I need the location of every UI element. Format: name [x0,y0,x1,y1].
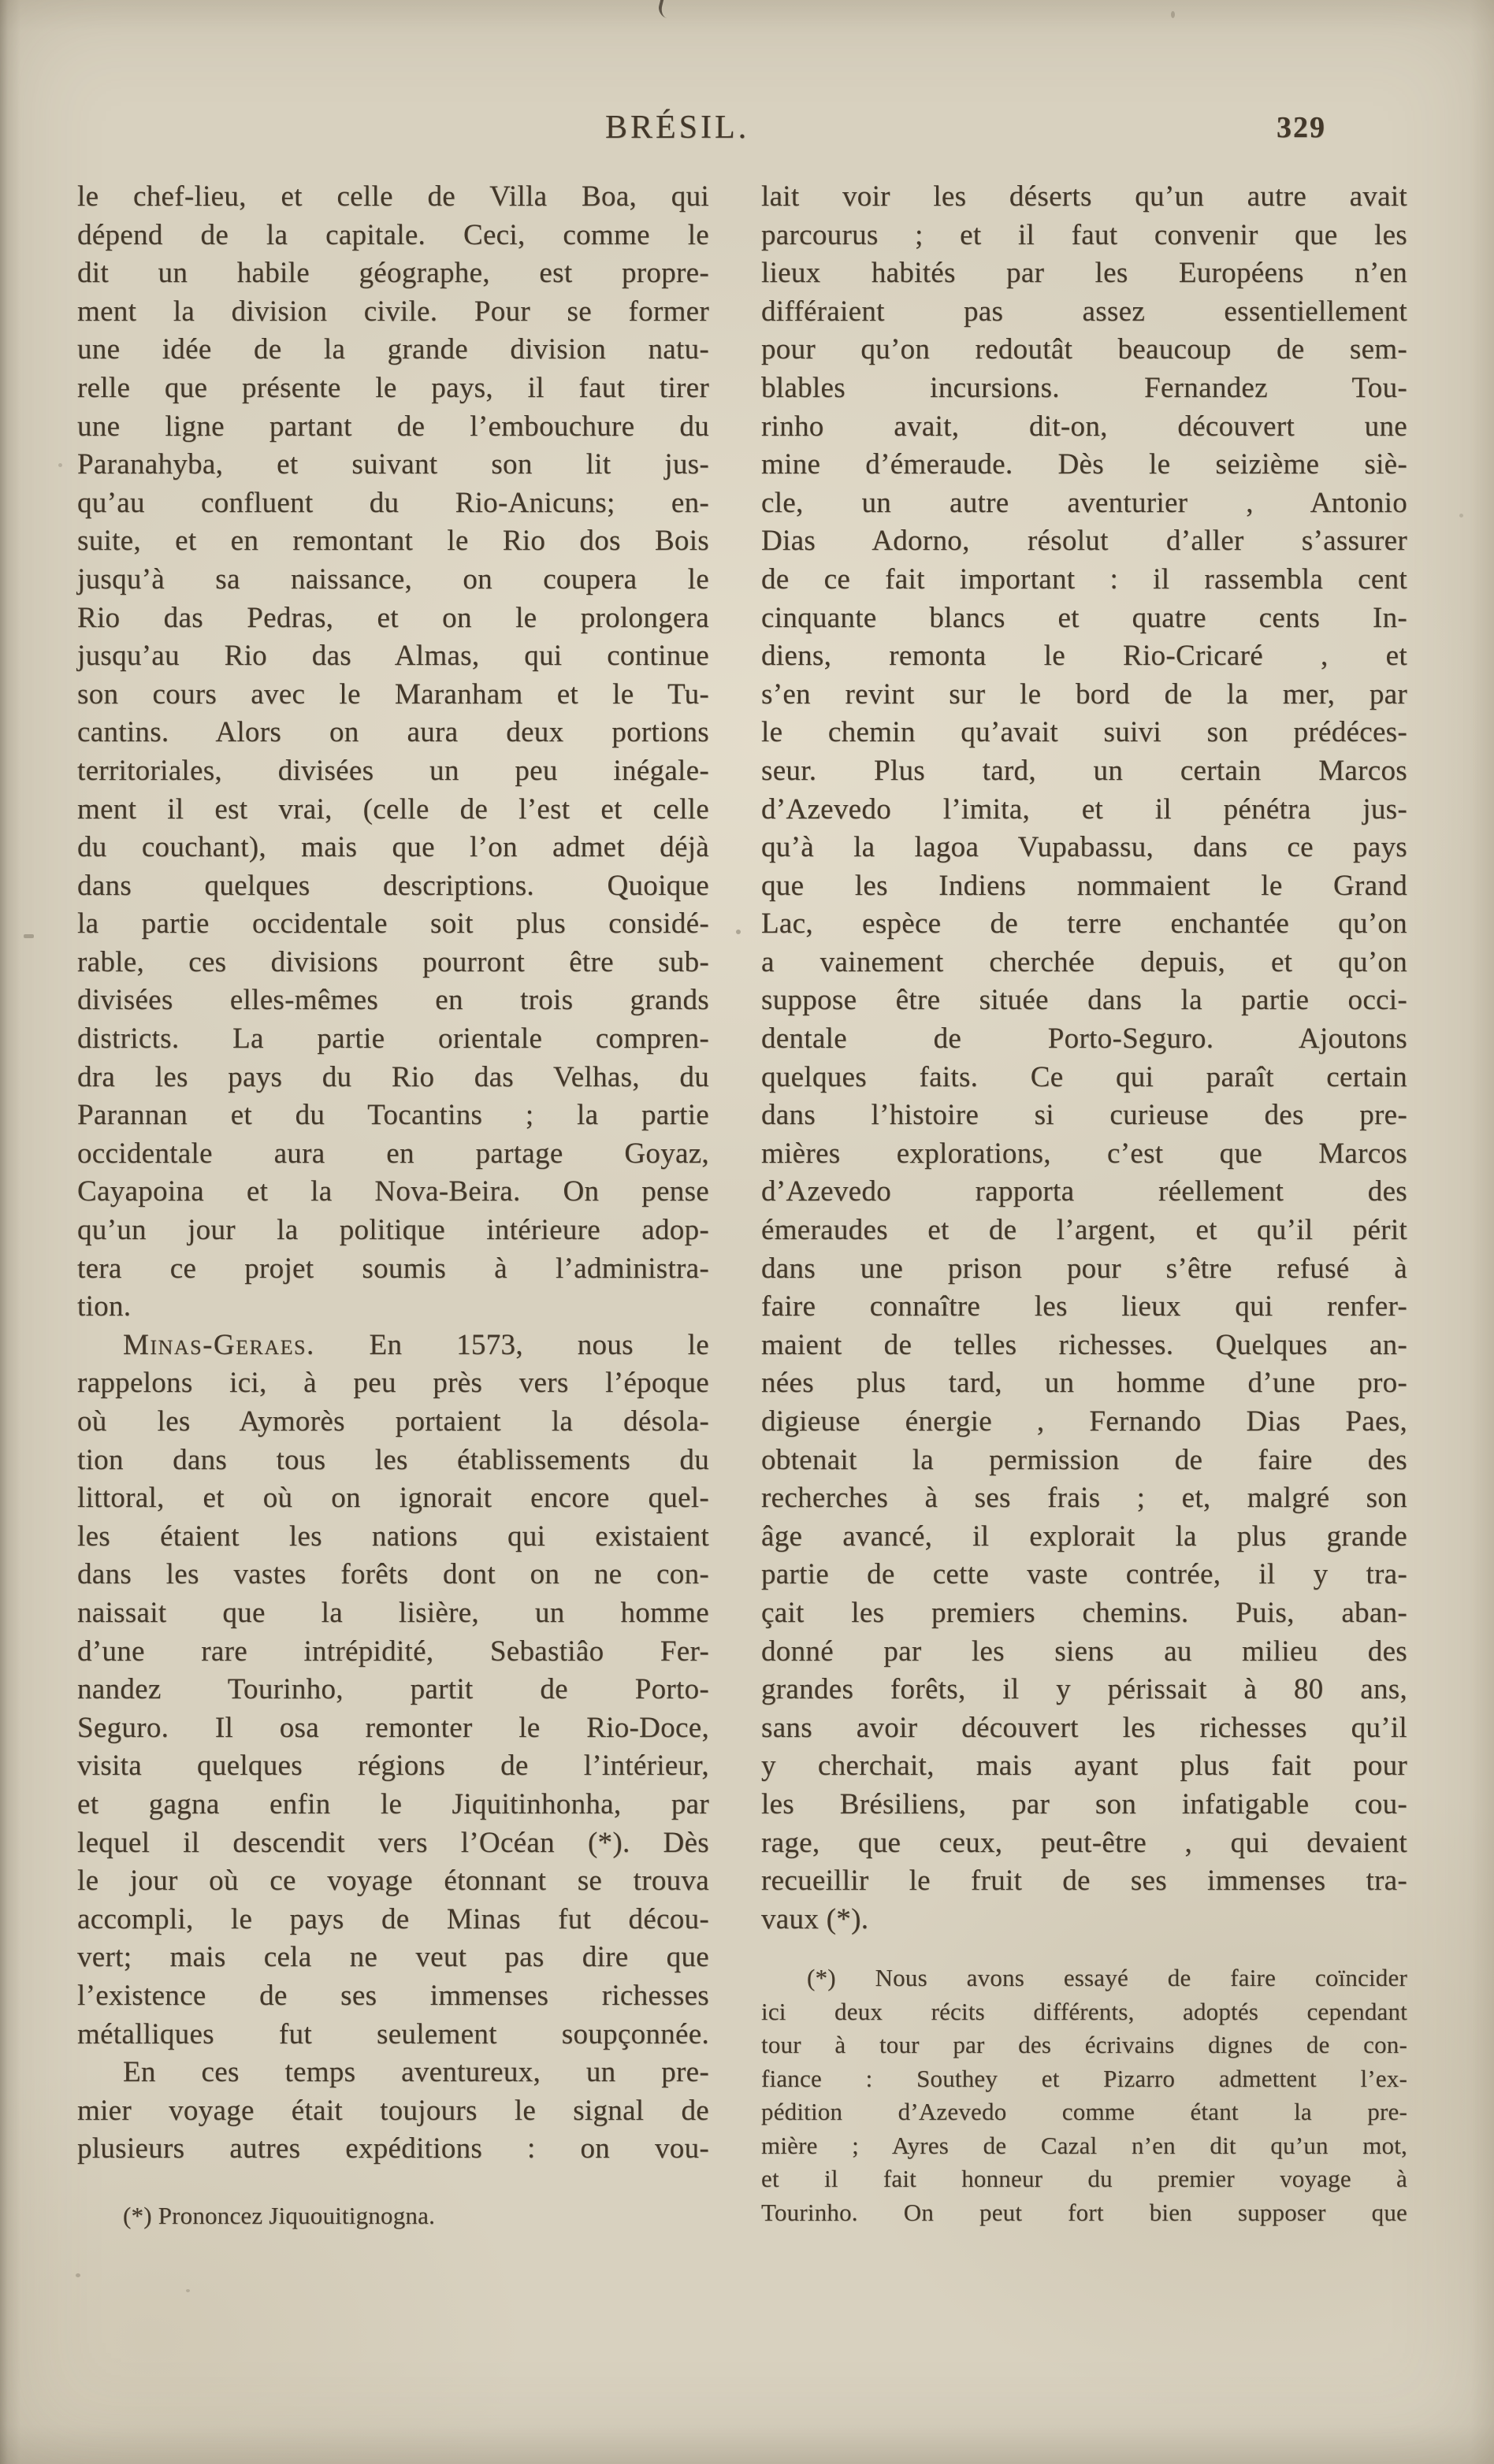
text-line: le chef-lieu, et celle de Villa Boa, qui [77,180,709,213]
text-line: Dias Adorno, résolut d’aller s’assurer [761,525,1407,558]
text-line: cantins. Alors on aura deux portions [77,716,709,749]
ink-speck [1459,514,1463,518]
text-line: rappelons ici, à peu près vers l’époque [77,1367,709,1400]
text-line: occidentale aura en partage Goyaz, [77,1137,709,1170]
text-line: le chemin qu’avait suivi son prédéces- [761,716,1407,749]
right-text-column [761,178,1407,1939]
text-line: le jour où ce voyage étonnant se trouva [77,1865,709,1898]
text-line: dra les pays du Rio das Velhas, du [77,1060,709,1093]
text-line: lieux habités par les Européens n’en [761,257,1407,290]
text-line: maient de telles richesses. Quelques an- [761,1328,1407,1361]
text-line: où les Aymorès portaient la désola- [77,1405,709,1438]
ink-speck [58,463,62,467]
text-line: mière ; Ayres de Cazal n’en dit qu’un mot, [761,2131,1407,2159]
text-line: dans quelques descriptions. Quoique [77,869,709,902]
text-line: vert; mais cela ne veut pas dire que [77,1941,709,1974]
text-line: districts. La partie orientale compren- [77,1022,709,1056]
text-line: dans l’histoire si curieuse des pre- [761,1099,1407,1132]
text-line: mine d’émeraude. Dès le seizième siè- [761,448,1407,481]
text-line: suite, et en remontant le Rio dos Bois [77,525,709,558]
text-line: pédition d’Azevedo comme étant la pre- [761,2098,1407,2125]
text-line: les Brésiliens, par son infatigable cou- [761,1787,1407,1820]
ink-speck [736,930,741,934]
text-line: d’Azevedo l’imita, et il pénétra jus- [761,792,1407,826]
text-line: âge avancé, il explorait la plus grande [761,1520,1407,1553]
text-line: relle que présente le pays, il faut tirer [77,371,709,404]
text-line: ici deux récits différents, adoptés cependant [761,1997,1407,2025]
text-line: dentale de Porto-Seguro. Ajoutons [761,1022,1407,1056]
text-line: blables incursions. Fernandez Tou- [761,371,1407,404]
text-line: dit un habile géographe, est propre- [77,257,709,290]
right-footnote [761,1961,1407,2229]
text-line: Minas-Geraes. En 1573, nous le [123,1328,709,1361]
text-line: rable, ces divisions pourront être sub- [77,945,709,978]
text-line: vaux (*). [761,1902,869,1935]
text-line: d’une rare intrépidité, Sebastiâo Fer- [77,1635,709,1668]
text-line: sans avoir découvert les richesses qu’il [761,1711,1407,1744]
running-title: BRÉSIL. [605,109,750,146]
text-line: quelques faits. Ce qui paraît certain [761,1060,1407,1093]
text-line: dans les vastes forêts dont on ne con- [77,1558,709,1591]
ink-speck [76,2273,80,2277]
text-line: visita quelques régions de l’intérieur, [77,1750,709,1783]
text-line: naissait que la lisière, un homme [77,1596,709,1629]
text-line: rinho avait, dit-on, découvert une [761,410,1407,443]
left-text-column [77,178,709,2169]
text-line: qu’à la lagoa Vupabassu, dans ce pays [761,831,1407,864]
text-line: a vainement cherchée depuis, et qu’on [761,945,1407,978]
text-line: diens, remonta le Rio-Cricaré , et [761,640,1407,673]
text-line: plusieurs autres expéditions : on vou- [77,2132,709,2165]
text-line: Lac, espèce de terre enchantée qu’on [761,907,1407,941]
text-line: son cours avec le Maranham et le Tu- [77,677,709,711]
text-line: divisées elles-mêmes en trois grands [77,984,709,1017]
text-line: une ligne partant de l’embouchure du [77,410,709,443]
text-line: cinquante blancs et quatre cents In- [761,601,1407,634]
text-line: une idée de la grande division natu- [77,333,709,366]
text-line: (*) Prononcez Jiquouitignogna. [123,2202,436,2229]
text-line: digieuse énergie , Fernando Dias Paes, [761,1405,1407,1438]
text-line: qu’au confluent du Rio-Anicuns; en- [77,486,709,519]
text-line: mier voyage était toujours le signal de [77,2094,709,2127]
text-line: ment la division civile. Pour se former [77,295,709,328]
text-line: d’Azevedo rapporta réellement des [761,1175,1407,1208]
text-line: cle, un autre aventurier , Antonio [761,486,1407,519]
text-line: métalliques fut seulement soupçonnée. [77,2017,709,2050]
small-caps-heading: Minas-Geraes. [123,1328,315,1361]
text-line: En ces temps aventureux, un pre- [123,2056,709,2089]
text-line: nandez Tourinho, partit de Porto- [77,1673,709,1706]
text-line: fiance : Southey et Pizarro admettent l’ex- [761,2064,1407,2092]
text-line: pour qu’on redoutât beaucoup de sem- [761,333,1407,366]
text-line: tion dans tous les établissements du [77,1443,709,1476]
text-line: accompli, le pays de Minas fut décou- [77,1902,709,1935]
text-line: tera ce projet soumis à l’administra- [77,1252,709,1285]
text-line: partie de cette vaste contrée, il y tra- [761,1558,1407,1591]
text-line: jusqu’à sa naissance, on coupera le [77,562,709,596]
text-line: mières explorations, c’est que Marcos [761,1137,1407,1170]
text-line: nées plus tard, un homme d’une pro- [761,1367,1407,1400]
text-line: la partie occidentale soit plus considé- [77,907,709,941]
text-line: lequel il descendit vers l’Océan (*). Dès [77,1826,709,1859]
text-line: grandes forêts, il y périssait à 80 ans, [761,1673,1407,1706]
text-line: et gagna enfin le Jiquitinhonha, par [77,1787,709,1820]
text-line: obtenait la permission de faire des [761,1443,1407,1476]
text-line: seur. Plus tard, un certain Marcos [761,754,1407,787]
text-line: ment il est vrai, (celle de l’est et celle [77,792,709,826]
text-line: dans une prison pour s’être refusé à [761,1252,1407,1285]
ink-speck [24,934,34,938]
left-footnote [77,2199,709,2233]
page-number: 329 [1277,111,1326,144]
ink-speck [1171,11,1175,18]
text-line: Rio das Pedras, et on le prolongera [77,601,709,634]
text-line: donné par les siens au milieu des [761,1635,1407,1668]
text-line: y cherchait, mais ayant plus fait pour [761,1750,1407,1783]
text-line: lait voir les déserts qu’un autre avait [761,180,1407,213]
text-line: faire connaître les lieux qui renfer- [761,1290,1407,1323]
text-line: Paranahyba, et suivant son lit jus- [77,448,709,481]
text-line: et il fait honneur du premier voyage à [761,2165,1407,2192]
text-line: recherches à ses frais ; et, malgré son [761,1482,1407,1515]
text-line: rage, que ceux, peut-être , qui devaient [761,1826,1407,1859]
ink-speck [186,2289,190,2292]
text-line: parcourus ; et il faut convenir que les [761,218,1407,251]
text-line: (*) Nous avons essayé de faire coïncider [807,1964,1407,1991]
text-line: Parannan et du Tocantins ; la partie [77,1099,709,1132]
text-line: recueillir le fruit de ses immenses tra- [761,1865,1407,1898]
text-line: s’en revint sur le bord de la mer, par [761,677,1407,711]
text-line: différaient pas assez essentiellement [761,295,1407,328]
text-line: les étaient les nations qui existaient [77,1520,709,1553]
text-line: dépend de la capitale. Ceci, comme le [77,218,709,251]
text-line: territoriales, divisées un peu inégale- [77,754,709,787]
text-line: émeraudes et de l’argent, et qu’il périt [761,1214,1407,1247]
text-line: çait les premiers chemins. Puis, aban- [761,1596,1407,1629]
text-line: l’existence de ses immenses richesses [77,1979,709,2012]
text-line: qu’un jour la politique intérieure adop- [77,1214,709,1247]
text-line: que les Indiens nommaient le Grand [761,869,1407,902]
text-line: Seguro. Il osa remonter le Rio-Doce, [77,1711,709,1744]
ink-mark-top [656,0,672,18]
text-line: de ce fait important : il rassembla cent [761,562,1407,596]
text-line: suppose être située dans la partie occi- [761,984,1407,1017]
text-line: jusqu’au Rio das Almas, qui continue [77,640,709,673]
text-line: tion. [77,1290,132,1323]
text-line: Tourinho. On peut fort bien supposer que [761,2198,1407,2226]
text-line: tour à tour par des écrivains dignes de con- [761,2031,1407,2058]
text-line: du couchant), mais que l’on admet déjà [77,831,709,864]
text-line: Cayapoina et la Nova-Beira. On pense [77,1175,709,1208]
text-line: littoral, et où on ignorait encore quel- [77,1482,709,1515]
